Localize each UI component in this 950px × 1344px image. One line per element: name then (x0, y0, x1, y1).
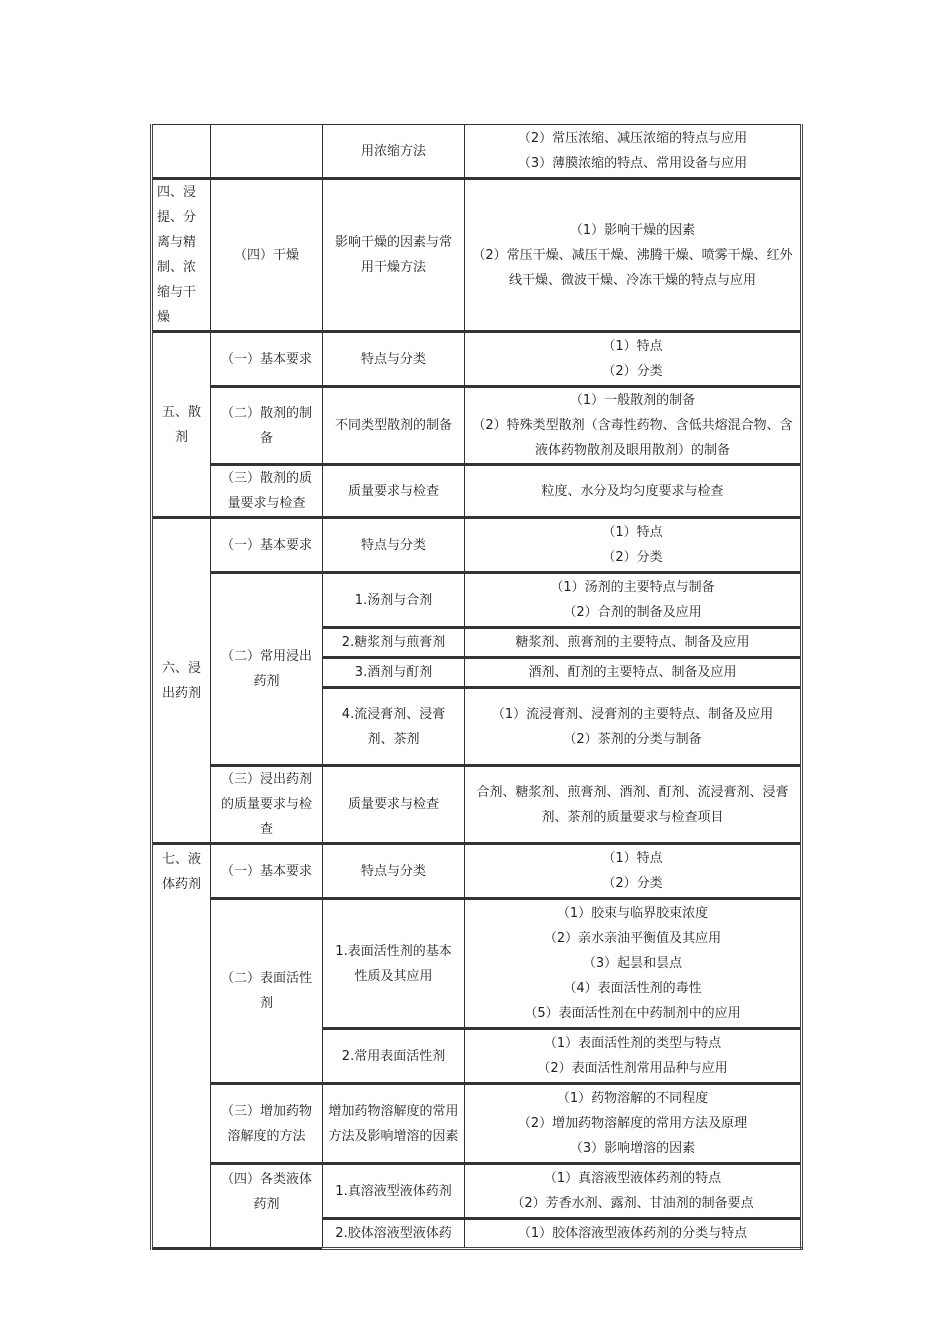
detail-line: （2）分类 (602, 876, 663, 891)
detail-line: （2）常压干燥、减压干燥、沸腾干燥、喷雾干燥、红外线干燥、微波干燥、冷冻干燥的特点与应用 (472, 247, 793, 288)
detail-cell (465, 573, 802, 628)
table-row (152, 1164, 802, 1219)
topic-cell: 2.糖浆剂与煎膏剂 (323, 628, 465, 658)
detail-cell: 合剂、糖浆剂、煎膏剂、酒剂、酊剂、流浸膏剂、浸膏剂、茶剂的质量要求与检查项目 (465, 766, 802, 844)
detail-cell (465, 1164, 802, 1219)
section-cell (211, 125, 323, 179)
topic-cell: 特点与分类 (323, 844, 465, 899)
topic-cell: 影响干燥的因素与常用干燥方法 (323, 179, 465, 332)
table-row (152, 465, 802, 518)
topic-cell: 用浓缩方法 (323, 125, 465, 179)
detail-cell (465, 518, 802, 573)
table-row (152, 518, 802, 573)
topic-cell: 增加药物溶解度的常用方法及影响增溶的因素 (323, 1084, 465, 1164)
detail-line: （1）一般散剂的制备 (569, 393, 696, 408)
chapter-cell: 四、浸提、分离与精制、浓缩与干燥 (152, 179, 211, 332)
detail-cell (465, 688, 802, 766)
chapter-cell: 七、液体药剂 (152, 844, 211, 1249)
table-row (152, 125, 802, 179)
detail-line: （2）合剂的制备及应用 (563, 605, 702, 620)
detail-line: （1）药物溶解的不同程度 (556, 1091, 709, 1106)
topic-cell: 1.真溶液型液体药剂 (323, 1164, 465, 1219)
topic-cell: 4.流浸膏剂、浸膏剂、茶剂 (323, 688, 465, 766)
section-cell: （四）各类液体药剂 (211, 1164, 323, 1249)
detail-cell (465, 1084, 802, 1164)
detail-line: （2）特殊类型散剂（含毒性药物、含低共熔混合物、含液体药物散剂及眼用散剂）的制备 (472, 418, 793, 458)
topic-cell: 2.胶体溶液型液体药 (323, 1219, 465, 1249)
detail-line: （1）胶束与临界胶束浓度 (556, 906, 709, 921)
detail-line: （2）茶剂的分类与制备 (563, 731, 702, 747)
table-row (152, 179, 802, 332)
topic-cell: 质量要求与检查 (323, 465, 465, 518)
detail-line: （3）起昙和昙点 (582, 956, 683, 971)
detail-line: （3）薄膜浓缩的特点、常用设备与应用 (517, 156, 748, 171)
detail-line: （2）表面活性剂常用品种与应用 (537, 1061, 728, 1076)
detail-cell (465, 1029, 802, 1084)
chapter-cell: 五、散剂 (152, 332, 211, 518)
detail-cell (465, 125, 802, 179)
detail-cell (465, 179, 802, 332)
section-cell: （二）表面活性剂 (211, 899, 323, 1084)
section-cell: （一）基本要求 (211, 332, 323, 387)
detail-cell: （1）胶体溶液型液体药剂的分类与特点 (465, 1219, 802, 1249)
section-cell: （三）浸出药剂的质量要求与检查 (211, 766, 323, 844)
topic-cell: 2.常用表面活性剂 (323, 1029, 465, 1084)
detail-cell (465, 844, 802, 899)
detail-line: （2）常压浓缩、减压浓缩的特点与应用 (517, 131, 748, 146)
detail-line: （3）影响增溶的因素 (569, 1141, 696, 1156)
detail-cell (465, 332, 802, 387)
detail-cell (465, 387, 802, 465)
section-cell: （一）基本要求 (211, 844, 323, 899)
table-row (152, 332, 802, 387)
detail-line: （1）特点 (602, 851, 663, 866)
topic-cell: 3.酒剂与酊剂 (323, 658, 465, 688)
section-cell: （二）散剂的制备 (211, 387, 323, 465)
section-cell: （二）常用浸出药剂 (211, 573, 323, 766)
detail-line: （2）增加药物溶解度的常用方法及原理 (517, 1116, 748, 1131)
detail-line: （2）分类 (602, 550, 663, 565)
detail-line: （1）表面活性剂的类型与特点 (543, 1036, 722, 1051)
detail-cell: 酒剂、酊剂的主要特点、制备及应用 (465, 658, 802, 688)
detail-line: （1）真溶液型液体药剂的特点 (543, 1171, 722, 1186)
chapter-cell: 六、浸出药剂 (152, 518, 211, 844)
table-row (152, 573, 802, 628)
detail-line: （2）芳香水剂、露剂、甘油剂的制备要点 (511, 1196, 754, 1211)
detail-line: （1）流浸膏剂、浸膏剂的主要特点、制备及应用 (491, 706, 774, 722)
detail-line: （4）表面活性剂的毒性 (563, 981, 702, 996)
syllabus-table (150, 124, 803, 1250)
table-row (152, 766, 802, 844)
table-row (152, 899, 802, 1029)
detail-cell: 粒度、水分及均匀度要求与检查 (465, 465, 802, 518)
section-cell: （三）增加药物溶解度的方法 (211, 1084, 323, 1164)
topic-cell: 不同类型散剂的制备 (323, 387, 465, 465)
detail-line: （2）分类 (602, 364, 663, 379)
section-cell: （三）散剂的质量要求与检查 (211, 465, 323, 518)
topic-cell: 1.汤剂与合剂 (323, 573, 465, 628)
section-cell: （四）干燥 (211, 179, 323, 332)
topic-cell: 特点与分类 (323, 518, 465, 573)
detail-cell: 糖浆剂、煎膏剂的主要特点、制备及应用 (465, 628, 802, 658)
topic-cell: 质量要求与检查 (323, 766, 465, 844)
topic-cell: 1.表面活性剂的基本性质及其应用 (323, 899, 465, 1029)
detail-line: （1）特点 (602, 339, 663, 354)
detail-line: （1）影响干燥的因素 (569, 222, 696, 238)
chapter-cell (152, 125, 211, 179)
detail-line: （2）亲水亲油平衡值及其应用 (543, 931, 722, 946)
table-row (152, 844, 802, 899)
topic-cell: 特点与分类 (323, 332, 465, 387)
table-row (152, 387, 802, 465)
detail-line: （5）表面活性剂在中药制剂中的应用 (524, 1006, 741, 1021)
section-cell: （一）基本要求 (211, 518, 323, 573)
detail-line: （1）汤剂的主要特点与制备 (550, 580, 715, 595)
detail-cell (465, 899, 802, 1029)
table-row (152, 1084, 802, 1164)
detail-line: （1）特点 (602, 525, 663, 540)
